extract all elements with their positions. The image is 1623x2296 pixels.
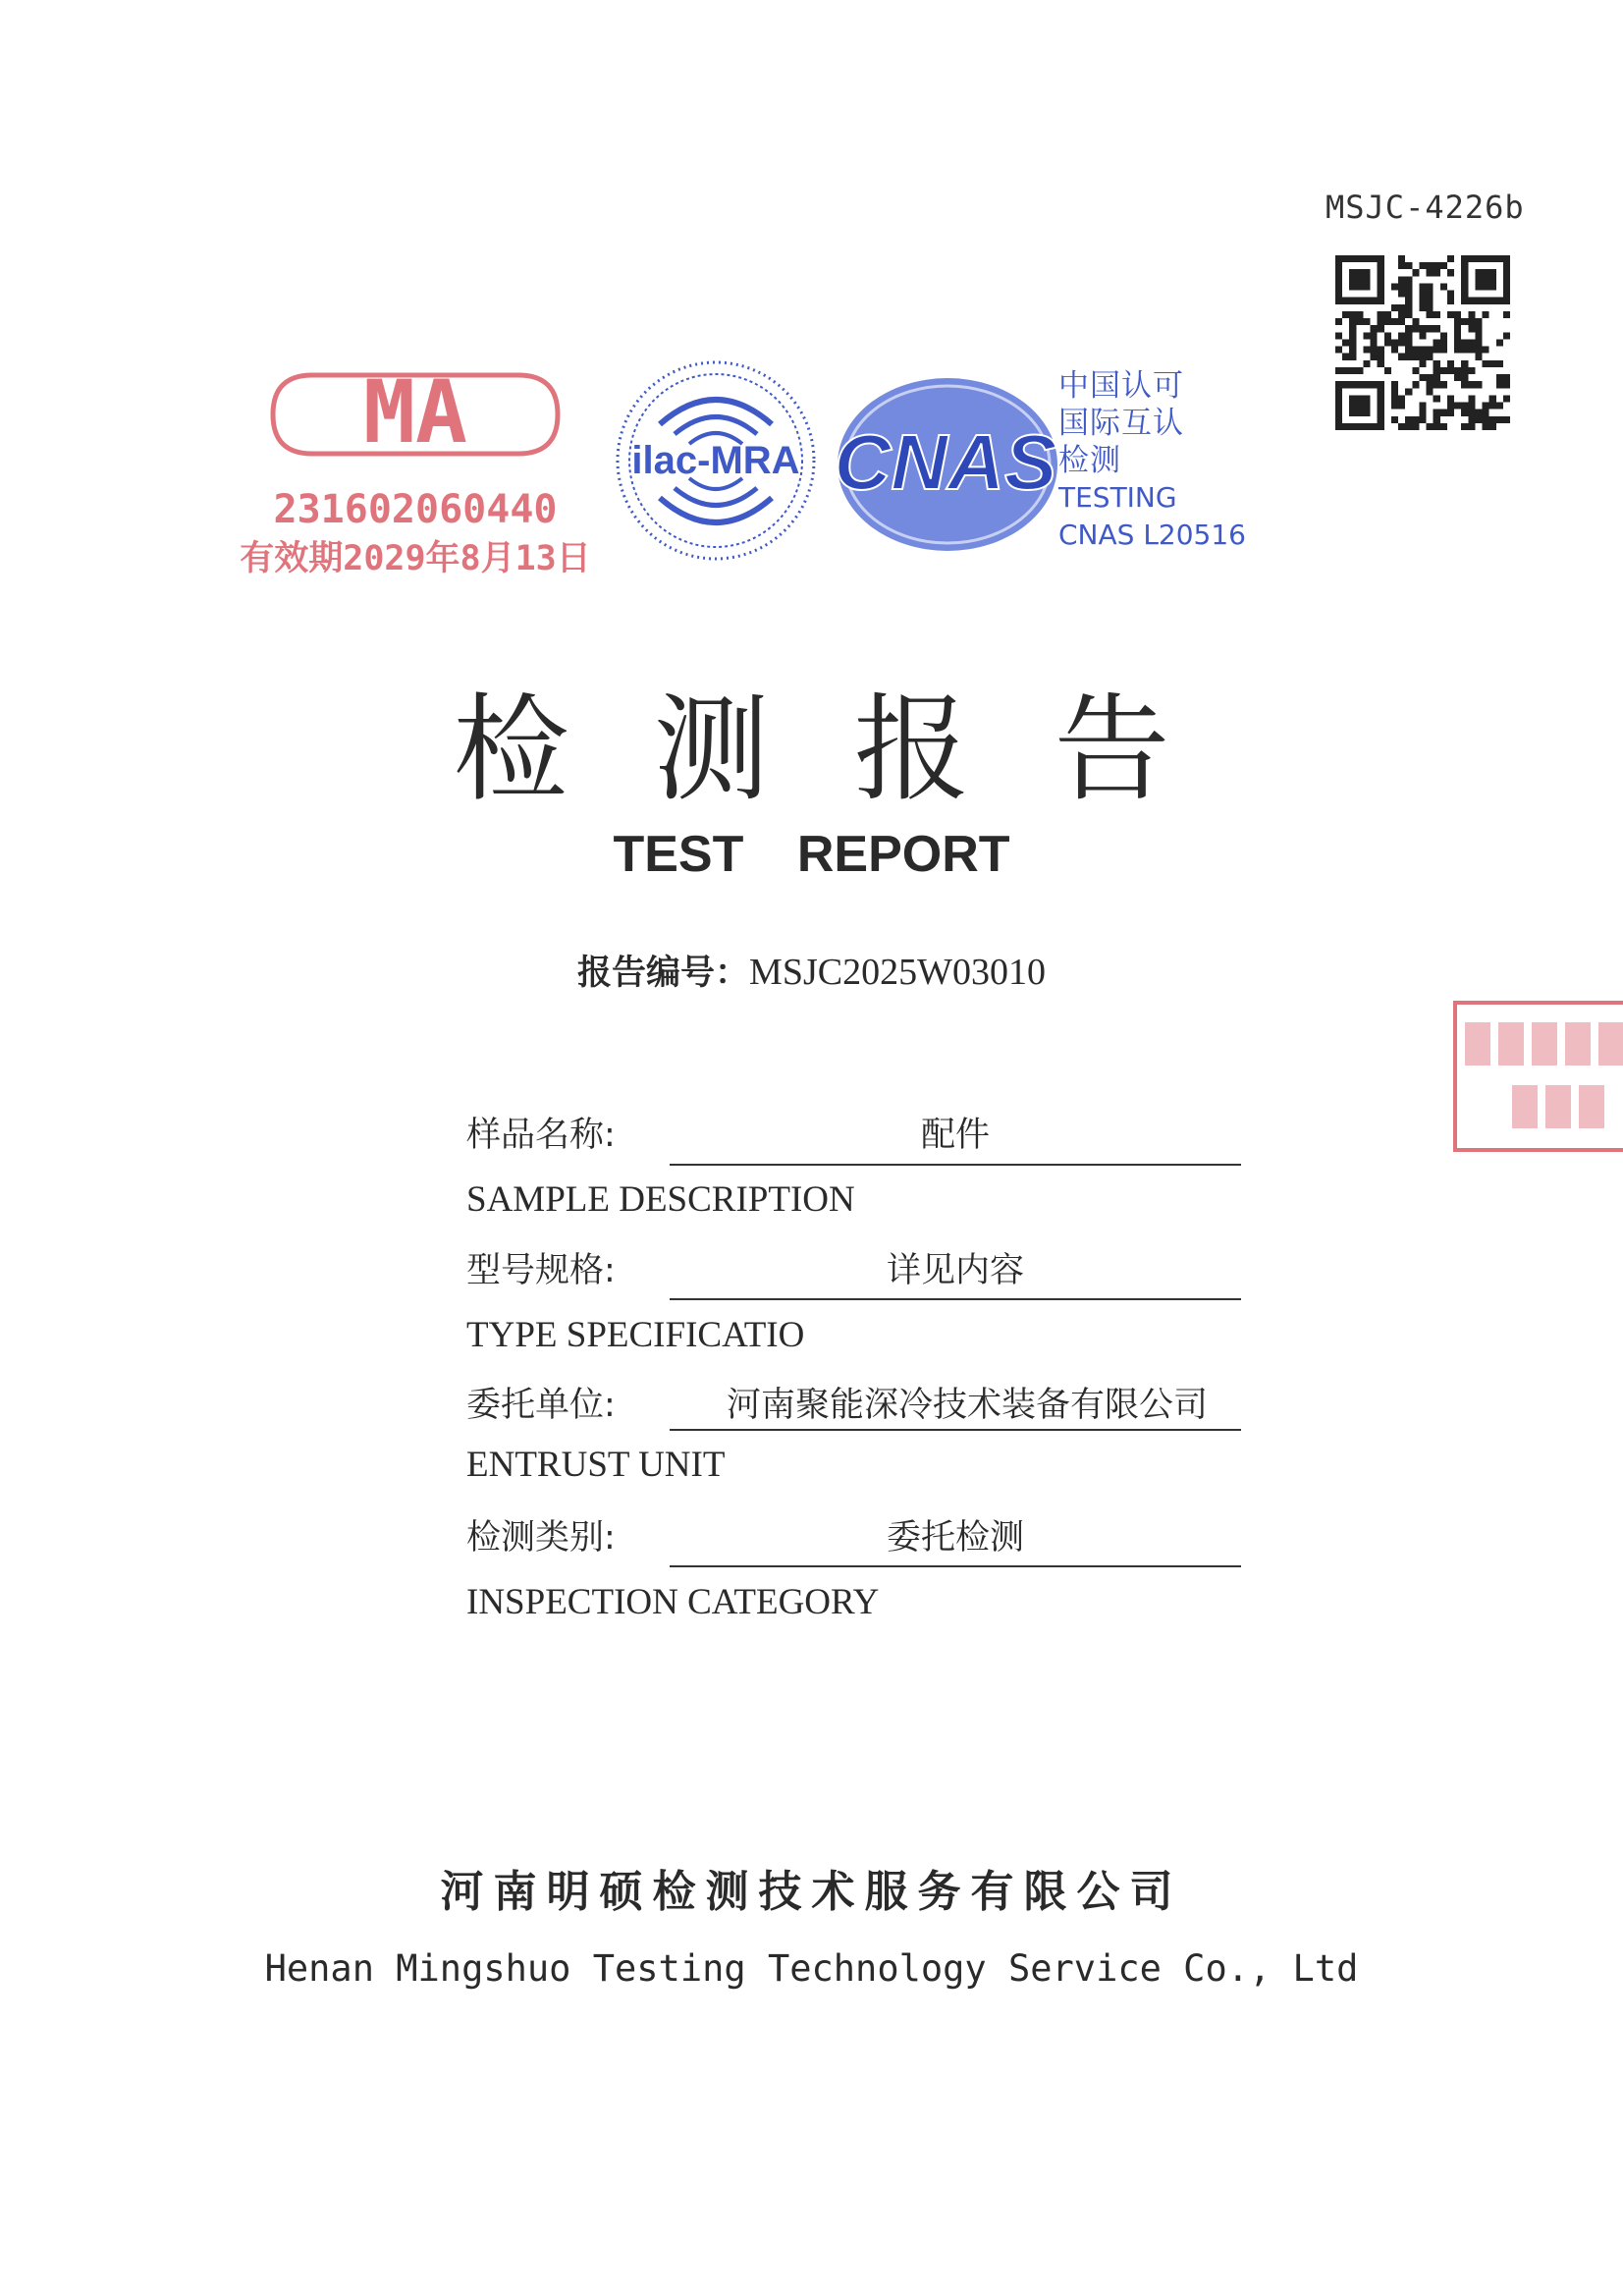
cnas-mark: CNAS [834,418,1057,506]
page-title-cn: 检测报告 [453,682,1255,817]
report-number [0,946,1623,995]
field-underline [670,1429,1241,1431]
report-number-label: 报告编号： [577,954,750,993]
cnas-line-2: 国际互认 [1058,406,1184,441]
field-label-category: 检测类别: [466,1518,616,1558]
qr-code [1335,255,1510,430]
company-name-cn: 河南明硕检测技术服务有限公司 [440,1867,1183,1917]
field-label-sample: 样品名称: [466,1116,616,1155]
field-value-type: 详见内容 [886,1251,1024,1290]
cnas-line-3: 检测 [1058,443,1121,478]
ilac-mark: ilac-MRA [631,439,800,482]
cma-seal [240,355,591,601]
cnas-text [1058,367,1246,554]
page-title-en: TEST REPORT [613,826,1010,883]
ilac-mra-seal [611,355,822,567]
field-value-sample: 配件 [920,1116,990,1155]
field-label-en-sample: SAMPLE DESCRIPTION [466,1179,855,1220]
edge-stamp [1451,999,1623,1156]
report-number-value: MSJC2025W03010 [749,952,1046,993]
field-label-type: 型号规格: [466,1251,616,1290]
field-underline [670,1298,1241,1300]
company-name-en: Henan Mingshuo Testing Technology Service Co., Ltd [264,1947,1359,1990]
field-label-client: 委托单位: [466,1386,616,1425]
cnas-line-4: TESTING [1058,481,1177,514]
field-underline [670,1164,1241,1166]
field-underline [670,1565,1241,1567]
cnas-seal [830,371,1065,558]
cma-mark: MA [363,361,467,463]
field-value-category: 委托检测 [886,1518,1024,1558]
cma-validity: 有效期2029年8月13日 [240,539,591,578]
field-label-en-category: INSPECTION CATEGORY [466,1582,880,1622]
field-label-en-type: TYPE SPECIFICATIO [466,1315,805,1355]
field-label-en-client: ENTRUST UNIT [466,1445,726,1485]
cma-number: 231602060440 [273,487,558,532]
field-value-client: 河南聚能深冷技术装备有限公司 [726,1386,1208,1425]
document-code: MSJC-4226b [1325,189,1525,226]
cnas-line-5: CNAS L20516 [1058,519,1246,551]
cnas-line-1: 中国认可 [1058,368,1184,404]
